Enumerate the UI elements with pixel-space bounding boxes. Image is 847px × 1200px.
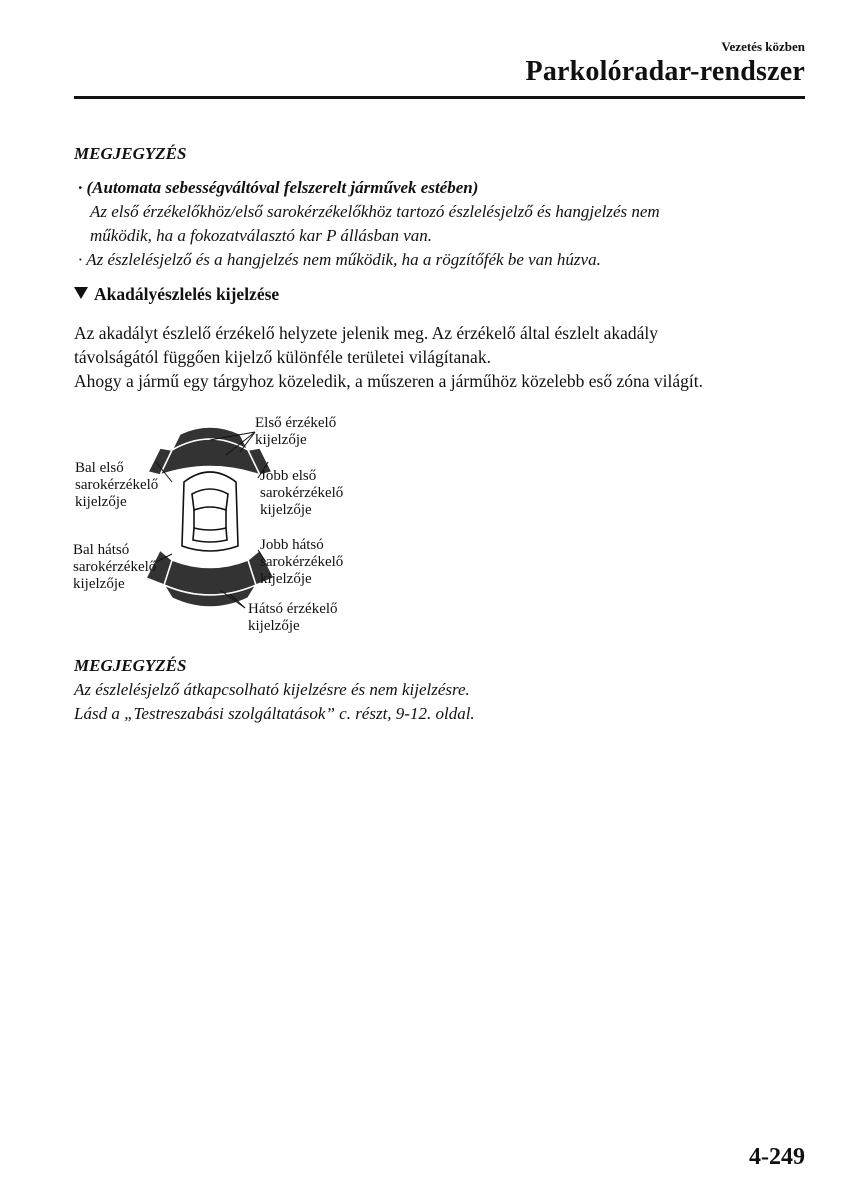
note-bullet-2 [78,248,601,272]
label-rear-sensor: Hátsó érzékelő kijelzője [248,601,338,634]
note-bullet-1-title [78,176,478,200]
label-front-sensor: Első érzékelő kijelzője [255,415,337,448]
note-2-line-1: Az észlelésjelző átkapcsolható kijelzésre és nem kijelzésre. [74,680,470,699]
note-bullet-1-title-text: (Automata sebességváltóval felszerelt járművek estében) [86,178,479,197]
label-front-left-corner: Bal első sarokérzékelő kijelzője [75,460,159,510]
label-front-right-corner: Jobb első sarokérzékelő kijelzője [260,468,344,518]
bullet-symbol: · [78,178,83,197]
parking-sensor-diagram [60,410,380,645]
note-bullet-1-line-2: működik, ha a fokozatválasztó kar P állásban van. [90,226,433,245]
note-heading-2: MEGJEGYZÉS [74,656,187,675]
body-line-3: Ahogy a jármű egy tárgyhoz közeledik, a műszeren a járműhöz közelebb eső zóna világít. [74,371,703,391]
label-rear-left-corner: Bal hátsó sarokérzékelő kijelzője [73,542,157,592]
subsection-heading [74,284,279,305]
page-title: Parkolóradar-rendszer [525,56,805,87]
body-line-2: távolságától függően kijelző különféle területei világítanak. [74,347,491,367]
triangle-down-icon [74,287,88,299]
note-heading: MEGJEGYZÉS [74,144,187,163]
rear-window-icon [193,528,227,542]
note-bullet-1-line-1: Az első érzékelőkhöz/első sarokérzékelőkhöz tartozó észlelésjelző és hangjelzés nem [90,202,660,221]
windshield-icon [192,489,228,510]
body-line-1: Az akadályt észlelő érzékelő helyzete jelenik meg. Az érzékelő által észlelt akadály [74,323,659,343]
note-bullet-2-text: Az észlelésjelző és a hangjelzés nem működik, ha a rögzítőfék be van húzva. [86,250,601,269]
page-number: 4-249 [749,1144,805,1170]
section-label: Vezetés közben [721,39,805,54]
header-divider [74,96,805,99]
subsection-title: Akadályészlelés kijelzése [94,284,280,304]
bullet-symbol: · [78,250,83,269]
note-2-line-2: Lásd a „Testreszabási szolgáltatások” c. részt, 9-12. oldal. [74,704,475,723]
label-rear-right-corner: Jobb hátsó sarokérzékelő kijelzője [260,537,344,587]
